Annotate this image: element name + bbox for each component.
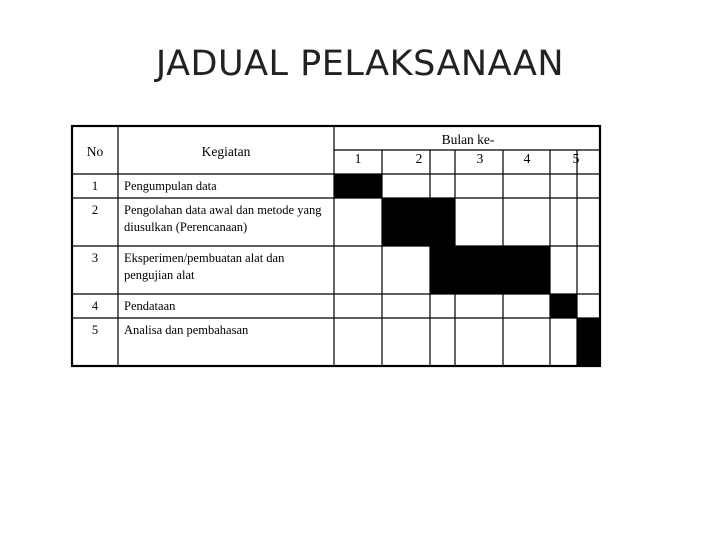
header-month-4: 4 bbox=[523, 151, 531, 166]
header-no: No bbox=[86, 144, 104, 159]
row-activity-4: Pendataan bbox=[124, 299, 176, 313]
row-activity-3: Eksperimen/pembuatan alat dan bbox=[124, 251, 285, 265]
row-no-1: 1 bbox=[91, 179, 99, 193]
header-month-2: 2 bbox=[415, 151, 423, 166]
row-activity-5: Analisa dan pembahasan bbox=[124, 323, 249, 337]
row-no-3: 3 bbox=[91, 251, 99, 265]
gantt-bar-row-3 bbox=[430, 246, 550, 294]
header-months: Bulan ke- bbox=[441, 132, 495, 147]
header-month-3: 3 bbox=[476, 151, 484, 166]
gantt-bar-row-2 bbox=[382, 198, 455, 246]
header-activity: Kegiatan bbox=[201, 144, 251, 159]
row-activity-2: diusulkan (Perencanaan) bbox=[124, 220, 248, 234]
gantt-bar-row-5 bbox=[577, 318, 600, 366]
row-activity-3: pengujian alat bbox=[124, 268, 195, 282]
header-month-1: 1 bbox=[354, 151, 362, 166]
row-activity-1: Pengumpulan data bbox=[124, 179, 217, 193]
row-no-4: 4 bbox=[91, 299, 99, 313]
slide-title: JADUAL PELAKSANAAN bbox=[155, 44, 565, 84]
row-no-5: 5 bbox=[91, 323, 99, 337]
row-activity-2: Pengolahan data awal dan metode yang bbox=[124, 203, 322, 217]
row-no-2: 2 bbox=[91, 203, 99, 217]
header-month-5: 5 bbox=[572, 151, 580, 166]
gantt-bar-row-1 bbox=[334, 174, 382, 198]
gantt-bar-row-4 bbox=[550, 294, 577, 318]
